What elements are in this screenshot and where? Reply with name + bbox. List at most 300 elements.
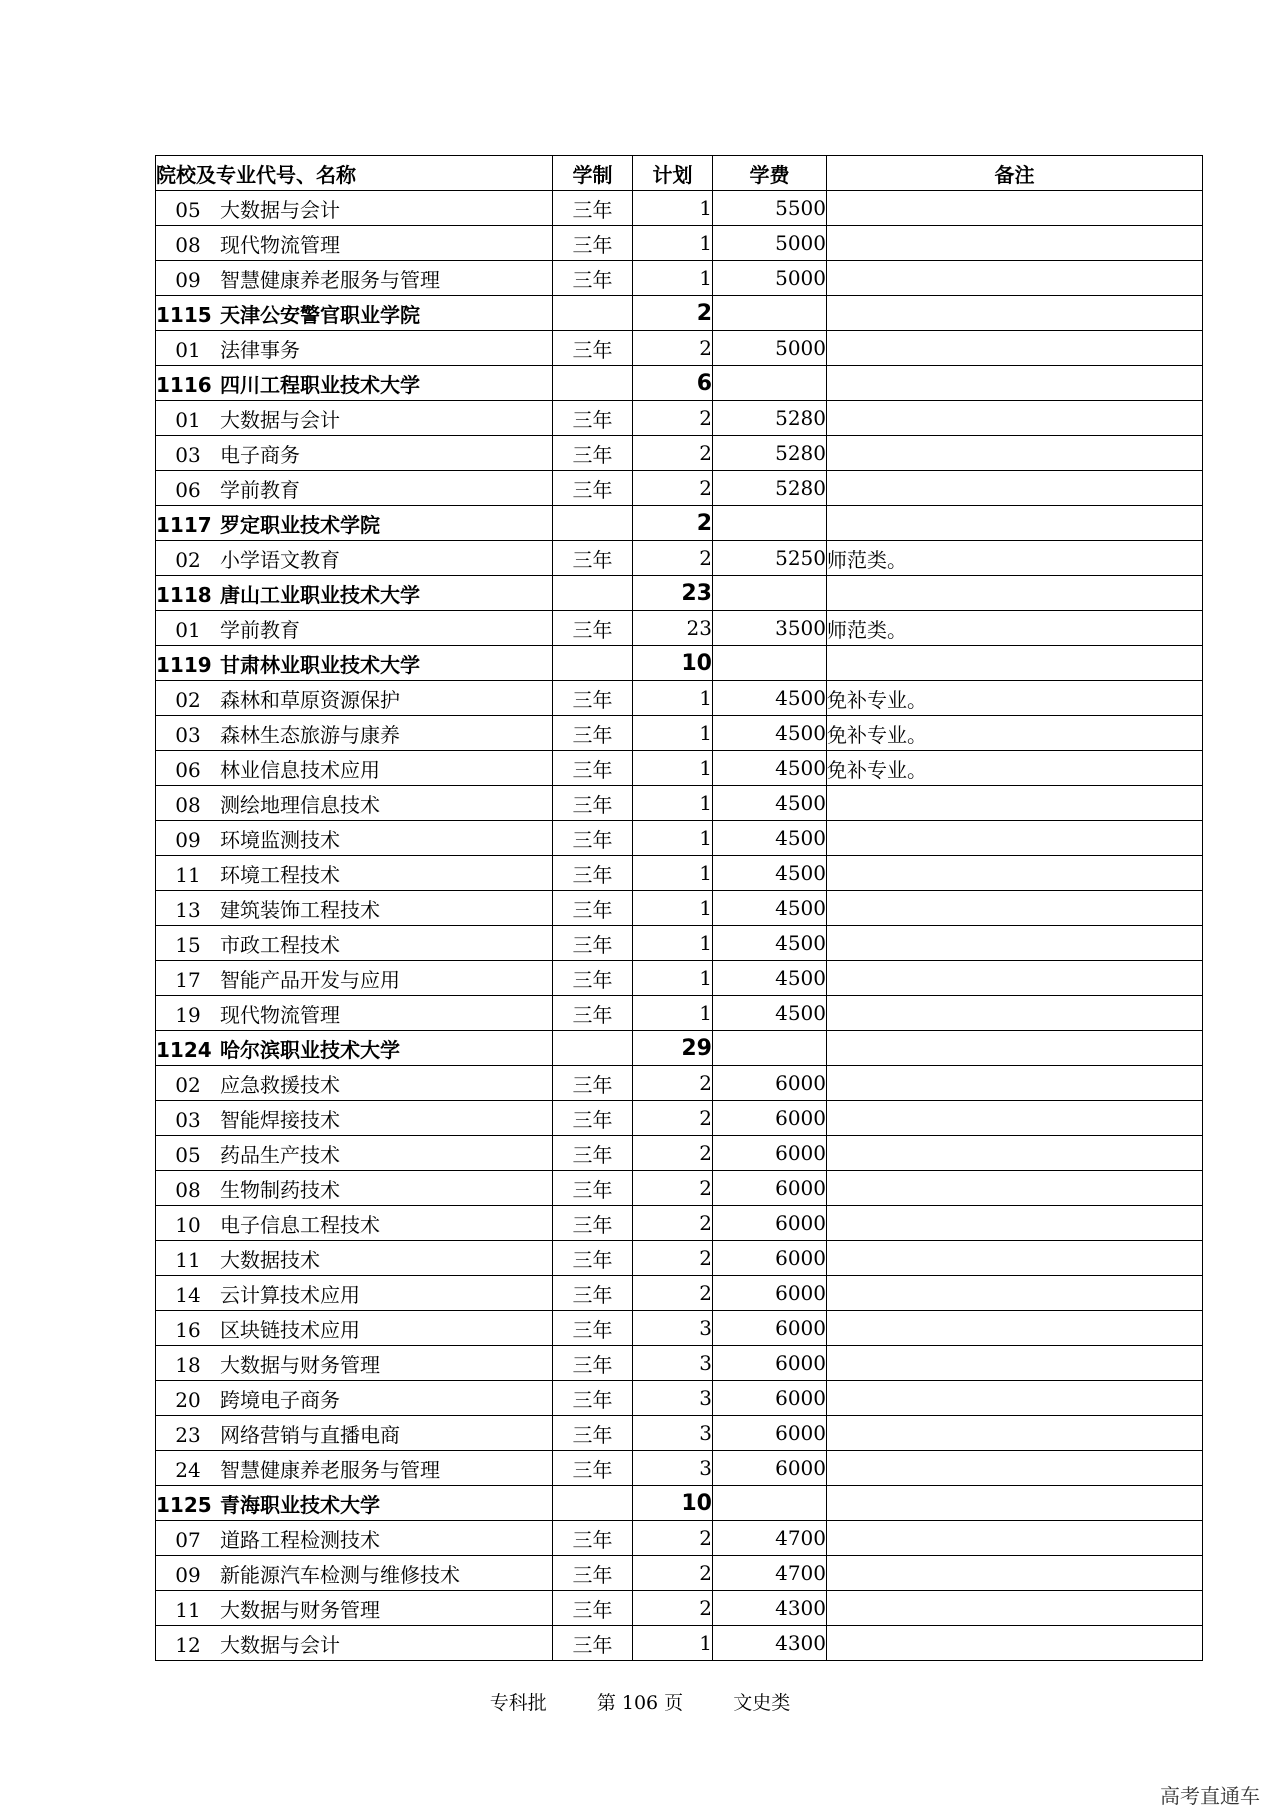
row-name: 跨境电子商务 bbox=[220, 1387, 340, 1412]
table-row bbox=[156, 1521, 1203, 1556]
row-fee: 3500 bbox=[713, 611, 827, 646]
row-name-cell bbox=[156, 1346, 553, 1381]
row-fee: 6000 bbox=[713, 1346, 827, 1381]
row-name: 智慧健康养老服务与管理 bbox=[220, 1457, 440, 1482]
row-years: 三年 bbox=[553, 996, 633, 1031]
row-name-cell bbox=[156, 1066, 553, 1101]
row-plan: 29 bbox=[633, 1031, 713, 1066]
row-code: 02 bbox=[175, 687, 201, 712]
row-plan: 2 bbox=[633, 1241, 713, 1276]
row-name-cell bbox=[156, 1486, 553, 1521]
row-years: 三年 bbox=[553, 1241, 633, 1276]
row-note bbox=[827, 261, 1203, 296]
row-name: 大数据与会计 bbox=[220, 1632, 340, 1657]
college-row bbox=[156, 1486, 1203, 1521]
table-row bbox=[156, 191, 1203, 226]
row-plan: 1 bbox=[633, 226, 713, 261]
row-years: 三年 bbox=[553, 1276, 633, 1311]
table-row bbox=[156, 436, 1203, 471]
row-plan: 23 bbox=[633, 611, 713, 646]
row-name: 网络营销与直播电商 bbox=[220, 1422, 400, 1447]
header-fee: 学费 bbox=[713, 156, 827, 191]
row-note bbox=[827, 191, 1203, 226]
row-name: 小学语文教育 bbox=[220, 547, 340, 572]
row-code: 08 bbox=[175, 232, 201, 257]
row-name-cell bbox=[156, 1416, 553, 1451]
row-note bbox=[827, 576, 1203, 611]
row-name: 市政工程技术 bbox=[220, 932, 340, 957]
row-years: 三年 bbox=[553, 1346, 633, 1381]
row-name-cell bbox=[156, 1031, 553, 1066]
row-years: 三年 bbox=[553, 226, 633, 261]
row-plan: 10 bbox=[633, 646, 713, 681]
row-years bbox=[553, 506, 633, 541]
row-note bbox=[827, 436, 1203, 471]
row-note bbox=[827, 1311, 1203, 1346]
row-name: 测绘地理信息技术 bbox=[220, 792, 380, 817]
row-plan: 1 bbox=[633, 681, 713, 716]
row-fee: 6000 bbox=[713, 1451, 827, 1486]
row-fee: 6000 bbox=[713, 1241, 827, 1276]
row-note bbox=[827, 1521, 1203, 1556]
row-fee: 5280 bbox=[713, 471, 827, 506]
table-row bbox=[156, 856, 1203, 891]
row-note bbox=[827, 1171, 1203, 1206]
row-plan: 3 bbox=[633, 1381, 713, 1416]
row-code: 1125 bbox=[156, 1492, 212, 1517]
header-years: 学制 bbox=[553, 156, 633, 191]
row-years: 三年 bbox=[553, 1626, 633, 1661]
row-years: 三年 bbox=[553, 751, 633, 786]
row-years: 三年 bbox=[553, 1381, 633, 1416]
table-row bbox=[156, 611, 1203, 646]
row-note bbox=[827, 821, 1203, 856]
row-fee: 4500 bbox=[713, 961, 827, 996]
row-years: 三年 bbox=[553, 471, 633, 506]
row-plan: 10 bbox=[633, 1486, 713, 1521]
row-name: 森林生态旅游与康养 bbox=[220, 722, 400, 747]
table-row bbox=[156, 891, 1203, 926]
row-name: 智能焊接技术 bbox=[220, 1107, 340, 1132]
row-code: 02 bbox=[175, 547, 201, 572]
table-row bbox=[156, 1241, 1203, 1276]
row-note bbox=[827, 1486, 1203, 1521]
row-code: 06 bbox=[175, 477, 201, 502]
table-row bbox=[156, 1451, 1203, 1486]
row-code: 15 bbox=[175, 932, 201, 957]
row-note: 免补专业。 bbox=[827, 751, 1203, 786]
row-name-cell bbox=[156, 1381, 553, 1416]
row-fee bbox=[713, 366, 827, 401]
footer-page: 第 106 页 bbox=[596, 1692, 684, 1714]
row-name-cell bbox=[156, 401, 553, 436]
row-years: 三年 bbox=[553, 1066, 633, 1101]
college-row bbox=[156, 366, 1203, 401]
row-code: 02 bbox=[175, 1072, 201, 1097]
row-note bbox=[827, 961, 1203, 996]
row-plan: 3 bbox=[633, 1416, 713, 1451]
row-name: 应急救援技术 bbox=[220, 1072, 340, 1097]
row-years: 三年 bbox=[553, 1311, 633, 1346]
row-plan: 2 bbox=[633, 436, 713, 471]
row-code: 09 bbox=[175, 1562, 201, 1587]
row-name-cell bbox=[156, 331, 553, 366]
row-years: 三年 bbox=[553, 1591, 633, 1626]
row-fee: 5500 bbox=[713, 191, 827, 226]
row-years: 三年 bbox=[553, 261, 633, 296]
row-note: 师范类。 bbox=[827, 541, 1203, 576]
row-note bbox=[827, 856, 1203, 891]
row-fee: 5000 bbox=[713, 261, 827, 296]
row-code: 17 bbox=[175, 967, 201, 992]
row-name: 智能产品开发与应用 bbox=[220, 967, 400, 992]
row-code: 19 bbox=[175, 1002, 201, 1027]
row-code: 09 bbox=[175, 827, 201, 852]
table-row bbox=[156, 1591, 1203, 1626]
row-plan: 2 bbox=[633, 1556, 713, 1591]
row-name-cell bbox=[156, 226, 553, 261]
row-plan: 6 bbox=[633, 366, 713, 401]
row-fee: 4500 bbox=[713, 751, 827, 786]
row-name: 天津公安警官职业学院 bbox=[220, 302, 420, 327]
row-years bbox=[553, 1486, 633, 1521]
row-name-cell bbox=[156, 366, 553, 401]
row-code: 03 bbox=[175, 1107, 201, 1132]
row-code: 01 bbox=[175, 337, 201, 362]
row-plan: 2 bbox=[633, 541, 713, 576]
table-row bbox=[156, 1416, 1203, 1451]
row-code: 11 bbox=[175, 1247, 201, 1272]
table-row bbox=[156, 751, 1203, 786]
row-name-cell bbox=[156, 926, 553, 961]
row-name: 环境工程技术 bbox=[220, 862, 340, 887]
row-years bbox=[553, 1031, 633, 1066]
row-years: 三年 bbox=[553, 401, 633, 436]
row-plan: 1 bbox=[633, 856, 713, 891]
table-row bbox=[156, 1066, 1203, 1101]
row-years: 三年 bbox=[553, 436, 633, 471]
row-years: 三年 bbox=[553, 611, 633, 646]
row-name: 四川工程职业技术大学 bbox=[220, 372, 420, 397]
row-fee bbox=[713, 506, 827, 541]
table-row bbox=[156, 821, 1203, 856]
footer-category: 文史类 bbox=[733, 1692, 791, 1714]
table-row bbox=[156, 1311, 1203, 1346]
row-plan: 1 bbox=[633, 926, 713, 961]
row-fee: 5280 bbox=[713, 401, 827, 436]
row-name: 学前教育 bbox=[220, 617, 300, 642]
row-name-cell bbox=[156, 751, 553, 786]
row-years bbox=[553, 646, 633, 681]
table-row bbox=[156, 401, 1203, 436]
row-note bbox=[827, 926, 1203, 961]
row-note bbox=[827, 331, 1203, 366]
table-row bbox=[156, 926, 1203, 961]
table-row bbox=[156, 1626, 1203, 1661]
row-years: 三年 bbox=[553, 1556, 633, 1591]
row-plan: 1 bbox=[633, 786, 713, 821]
row-fee: 5000 bbox=[713, 226, 827, 261]
row-code: 20 bbox=[175, 1387, 201, 1412]
row-plan: 2 bbox=[633, 506, 713, 541]
row-name: 林业信息技术应用 bbox=[220, 757, 380, 782]
row-years: 三年 bbox=[553, 541, 633, 576]
row-name: 道路工程检测技术 bbox=[220, 1527, 380, 1552]
row-name: 大数据与会计 bbox=[220, 407, 340, 432]
row-name-cell bbox=[156, 506, 553, 541]
row-name-cell bbox=[156, 996, 553, 1031]
row-name-cell bbox=[156, 1101, 553, 1136]
row-note bbox=[827, 226, 1203, 261]
row-plan: 2 bbox=[633, 1276, 713, 1311]
row-plan: 2 bbox=[633, 296, 713, 331]
row-plan: 2 bbox=[633, 1136, 713, 1171]
row-plan: 2 bbox=[633, 1206, 713, 1241]
row-plan: 1 bbox=[633, 751, 713, 786]
enrollment-plan-table bbox=[155, 155, 1203, 1661]
row-note bbox=[827, 1451, 1203, 1486]
table-row bbox=[156, 1136, 1203, 1171]
row-years: 三年 bbox=[553, 1171, 633, 1206]
row-plan: 2 bbox=[633, 471, 713, 506]
page-footer bbox=[0, 1688, 1280, 1715]
row-fee: 6000 bbox=[713, 1206, 827, 1241]
row-name-cell bbox=[156, 1591, 553, 1626]
row-name: 大数据与会计 bbox=[220, 197, 340, 222]
row-code: 11 bbox=[175, 1597, 201, 1622]
row-note bbox=[827, 506, 1203, 541]
row-name-cell bbox=[156, 436, 553, 471]
row-name-cell bbox=[156, 1626, 553, 1661]
row-name-cell bbox=[156, 471, 553, 506]
table-row bbox=[156, 471, 1203, 506]
row-fee: 6000 bbox=[713, 1276, 827, 1311]
row-code: 11 bbox=[175, 862, 201, 887]
row-note bbox=[827, 786, 1203, 821]
row-code: 01 bbox=[175, 617, 201, 642]
table-row bbox=[156, 1171, 1203, 1206]
row-plan: 3 bbox=[633, 1451, 713, 1486]
row-note bbox=[827, 1626, 1203, 1661]
row-name-cell bbox=[156, 1171, 553, 1206]
row-years: 三年 bbox=[553, 961, 633, 996]
row-name-cell bbox=[156, 1556, 553, 1591]
row-fee: 5280 bbox=[713, 436, 827, 471]
row-name: 青海职业技术大学 bbox=[220, 1492, 380, 1517]
row-years: 三年 bbox=[553, 191, 633, 226]
row-name-cell bbox=[156, 961, 553, 996]
row-fee: 4300 bbox=[713, 1626, 827, 1661]
row-name: 云计算技术应用 bbox=[220, 1282, 360, 1307]
table-row bbox=[156, 331, 1203, 366]
row-note bbox=[827, 471, 1203, 506]
row-plan: 2 bbox=[633, 1101, 713, 1136]
row-name-cell bbox=[156, 821, 553, 856]
row-name: 现代物流管理 bbox=[220, 1002, 340, 1027]
row-plan: 23 bbox=[633, 576, 713, 611]
row-note bbox=[827, 1556, 1203, 1591]
row-name: 罗定职业技术学院 bbox=[220, 512, 380, 537]
row-plan: 2 bbox=[633, 1171, 713, 1206]
row-name-cell bbox=[156, 1136, 553, 1171]
row-fee: 5000 bbox=[713, 331, 827, 366]
row-name: 大数据技术 bbox=[220, 1247, 320, 1272]
header-plan: 计划 bbox=[633, 156, 713, 191]
row-fee bbox=[713, 1486, 827, 1521]
row-plan: 2 bbox=[633, 401, 713, 436]
row-note bbox=[827, 646, 1203, 681]
row-note bbox=[827, 1416, 1203, 1451]
row-name: 生物制药技术 bbox=[220, 1177, 340, 1202]
college-row bbox=[156, 576, 1203, 611]
row-plan: 1 bbox=[633, 1626, 713, 1661]
row-name: 学前教育 bbox=[220, 477, 300, 502]
row-fee: 4700 bbox=[713, 1556, 827, 1591]
college-row bbox=[156, 296, 1203, 331]
row-code: 1116 bbox=[156, 372, 212, 397]
row-note bbox=[827, 1591, 1203, 1626]
row-fee: 6000 bbox=[713, 1066, 827, 1101]
row-years: 三年 bbox=[553, 1521, 633, 1556]
row-fee: 6000 bbox=[713, 1136, 827, 1171]
row-note bbox=[827, 1381, 1203, 1416]
row-name-cell bbox=[156, 891, 553, 926]
watermark: 高考直通车 bbox=[1160, 1784, 1260, 1808]
row-plan: 2 bbox=[633, 1066, 713, 1101]
row-note bbox=[827, 1031, 1203, 1066]
header-name: 院校及专业代号、名称 bbox=[156, 156, 553, 191]
row-name-cell bbox=[156, 1311, 553, 1346]
row-plan: 2 bbox=[633, 1521, 713, 1556]
row-name-cell bbox=[156, 646, 553, 681]
table-row bbox=[156, 226, 1203, 261]
row-plan: 3 bbox=[633, 1346, 713, 1381]
row-fee: 4500 bbox=[713, 821, 827, 856]
row-name: 药品生产技术 bbox=[220, 1142, 340, 1167]
row-name: 大数据与财务管理 bbox=[220, 1352, 380, 1377]
row-fee: 4300 bbox=[713, 1591, 827, 1626]
row-code: 07 bbox=[175, 1527, 201, 1552]
row-code: 18 bbox=[175, 1352, 201, 1377]
table-row bbox=[156, 786, 1203, 821]
row-fee: 5250 bbox=[713, 541, 827, 576]
row-note bbox=[827, 1346, 1203, 1381]
row-name-cell bbox=[156, 1241, 553, 1276]
row-name-cell bbox=[156, 191, 553, 226]
row-code: 16 bbox=[175, 1317, 201, 1342]
row-years: 三年 bbox=[553, 1136, 633, 1171]
table-row bbox=[156, 961, 1203, 996]
row-note bbox=[827, 366, 1203, 401]
row-note bbox=[827, 1101, 1203, 1136]
row-code: 05 bbox=[175, 197, 201, 222]
row-name: 唐山工业职业技术大学 bbox=[220, 582, 420, 607]
row-name-cell bbox=[156, 541, 553, 576]
row-years bbox=[553, 576, 633, 611]
row-name: 哈尔滨职业技术大学 bbox=[220, 1037, 400, 1062]
row-code: 05 bbox=[175, 1142, 201, 1167]
row-name: 环境监测技术 bbox=[220, 827, 340, 852]
row-plan: 3 bbox=[633, 1311, 713, 1346]
row-years: 三年 bbox=[553, 1101, 633, 1136]
row-note bbox=[827, 1276, 1203, 1311]
row-note bbox=[827, 1206, 1203, 1241]
row-plan: 1 bbox=[633, 191, 713, 226]
row-code: 09 bbox=[175, 267, 201, 292]
row-code: 1115 bbox=[156, 302, 212, 327]
row-fee bbox=[713, 576, 827, 611]
row-code: 1119 bbox=[156, 652, 212, 677]
row-name: 新能源汽车检测与维修技术 bbox=[220, 1562, 460, 1587]
row-years: 三年 bbox=[553, 1416, 633, 1451]
row-note bbox=[827, 1136, 1203, 1171]
row-name-cell bbox=[156, 296, 553, 331]
row-code: 12 bbox=[175, 1632, 201, 1657]
row-fee: 6000 bbox=[713, 1101, 827, 1136]
row-years: 三年 bbox=[553, 856, 633, 891]
row-name: 现代物流管理 bbox=[220, 232, 340, 257]
row-name-cell bbox=[156, 681, 553, 716]
row-note: 免补专业。 bbox=[827, 716, 1203, 751]
table-row bbox=[156, 1346, 1203, 1381]
row-code: 01 bbox=[175, 407, 201, 432]
row-note bbox=[827, 296, 1203, 331]
row-name-cell bbox=[156, 576, 553, 611]
table-row bbox=[156, 1276, 1203, 1311]
row-fee bbox=[713, 646, 827, 681]
table-row bbox=[156, 1206, 1203, 1241]
row-code: 1124 bbox=[156, 1037, 212, 1062]
row-name: 森林和草原资源保护 bbox=[220, 687, 400, 712]
row-name-cell bbox=[156, 716, 553, 751]
row-code: 08 bbox=[175, 792, 201, 817]
table-row bbox=[156, 1556, 1203, 1591]
row-years: 三年 bbox=[553, 716, 633, 751]
row-plan: 1 bbox=[633, 261, 713, 296]
row-fee: 4500 bbox=[713, 786, 827, 821]
row-code: 08 bbox=[175, 1177, 201, 1202]
row-years: 三年 bbox=[553, 681, 633, 716]
row-plan: 2 bbox=[633, 331, 713, 366]
row-fee: 4500 bbox=[713, 716, 827, 751]
table-row bbox=[156, 541, 1203, 576]
row-plan: 1 bbox=[633, 716, 713, 751]
row-fee: 4500 bbox=[713, 996, 827, 1031]
row-plan: 1 bbox=[633, 961, 713, 996]
row-name-cell bbox=[156, 856, 553, 891]
row-years: 三年 bbox=[553, 786, 633, 821]
table-row bbox=[156, 1381, 1203, 1416]
table-row bbox=[156, 261, 1203, 296]
row-code: 06 bbox=[175, 757, 201, 782]
row-name-cell bbox=[156, 261, 553, 296]
row-plan: 1 bbox=[633, 821, 713, 856]
row-name-cell bbox=[156, 1521, 553, 1556]
row-note: 师范类。 bbox=[827, 611, 1203, 646]
row-name: 电子商务 bbox=[220, 442, 300, 467]
row-fee: 6000 bbox=[713, 1171, 827, 1206]
row-fee bbox=[713, 1031, 827, 1066]
row-note bbox=[827, 996, 1203, 1031]
table-header-row bbox=[156, 156, 1203, 191]
row-code: 23 bbox=[175, 1422, 201, 1447]
row-fee: 4700 bbox=[713, 1521, 827, 1556]
row-plan: 2 bbox=[633, 1591, 713, 1626]
row-name-cell bbox=[156, 611, 553, 646]
row-fee: 4500 bbox=[713, 891, 827, 926]
row-years bbox=[553, 296, 633, 331]
row-years: 三年 bbox=[553, 891, 633, 926]
